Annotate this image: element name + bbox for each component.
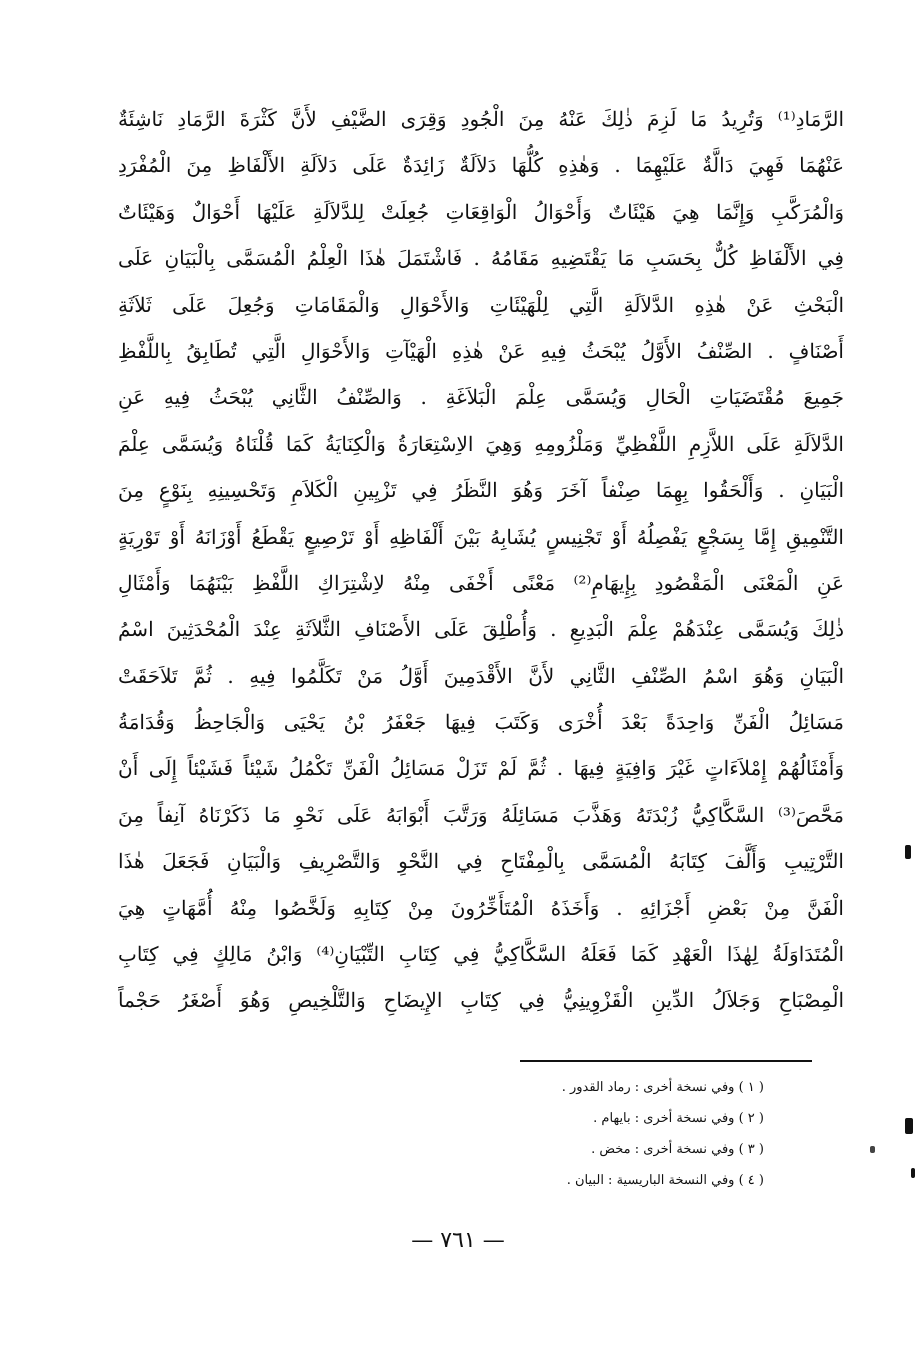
text-line: التَّنْمِيقِ إِمَّا بِسَجْعٍ يَفْصِلُهُ أَوْ تَجْنِيسٍ يُشَابِهُ بَيْنَ أَلْفَاظِهِ أَوْ تَرْصِيعٍ يَقْطَعُ أَوْزَانَهُ أَوْ تَوْرِيَةٍ <box>118 524 844 549</box>
footnote: ( ٤ ) وفي النسخة الباريسية : البيان . <box>566 1173 764 1188</box>
text-line: عَنْهُمَا فَهِيَ دَالَّةٌ عَلَيْهِمَا . وَهٰذِهِ كُلُّهَا دَلاَلَةٌ زَائِدَةٌ عَلَى دَلاَلَةِ الأَلْفَاظِ مِنَ الْمُفْرَدِ <box>118 153 844 178</box>
page-number: — ٧٦١ — <box>411 1228 505 1253</box>
text-line: أَصْنَافٍ . الصِّنْفُ الأَوَّلُ يُبْحَثُ فِيهِ عَنْ هٰذِهِ الْهَيْآتِ وَالأَحْوَالِ الَّتِي تُطَابِقُ بِاللَّفْظِ <box>118 338 844 363</box>
text-line: عَنِ الْمَعْنَى الْمَقْصُودِ بِإِيهَامِ⁽²⁾ مَعْنًى أَخْفَى مِنْهُ لاِشْتِرَاكِ اللَّفْظِ بَيْنَهُمَا وَأَمْثَالِ <box>118 570 844 595</box>
text-line: مَحَّصَ⁽³⁾ السَّكَّاكِيُّ زُبْدَتَهُ وَهَذَّبَ مَسَائِلَهُ وَرَتَّبَ أَبْوَابَهُ عَلَى نَحْوِ مَا ذَكَرْنَاهُ آنِفاً مِنَ <box>118 802 844 827</box>
text-line: الدَّلاَلَةِ عَلَى اللاَّزِمِ اللَّفْظِيِّ وَمَلْزُومِهِ وَهِيَ الاِسْتِعَارَةُ وَالْكِنَايَةُ كَمَا قُلْنَاهُ وَيُسَمَّى عِلْمَ <box>118 431 844 456</box>
footnote-divider <box>520 1060 812 1062</box>
text-line: جَمِيعَ مُقْتَضَيَاتِ الْحَالِ وَيُسَمَّى عِلْمَ الْبَلاَغَةِ . وَالصِّنْفُ الثَّانِي يُبْحَثُ فِيهِ عَنِ <box>118 385 844 410</box>
main-text-block <box>118 96 844 1024</box>
text-line: الْبَيَانِ وَهُوَ اسْمُ الصِّنْفِ الثَّانِي لأَنَّ الأَقْدَمِينَ أَوَّلُ مَنْ تَكَلَّمُوا فِيهِ . ثُمَّ تَلاَحَقَتْ <box>118 663 844 688</box>
footnotes <box>440 1072 764 1196</box>
text-line: التَّرْتِيبِ وَأَلَّفَ كِتَابَهُ الْمُسَمَّى بِالْمِفْتَاحِ فِي النَّحْوِ وَالتَّصْرِيفِ وَالْبَيَانِ فَجَعَلَ هٰذَا <box>118 849 844 874</box>
footnote: ( ١ ) وفي نسخة أخرى : رماد القدور . <box>561 1080 764 1095</box>
text-line: وَأَمْثَالُهُمْ إِمْلاَءَاتٍ غَيْرَ وَافِيَةٍ فِيهَا . ثُمَّ لَمْ تَزَلْ مَسَائِلُ الْفَنِّ تَكْمُلُ شَيْئاً فَشَيْئاً إِلَى أَنْ <box>118 756 844 781</box>
scan-speck <box>911 1168 915 1178</box>
text-line: الْمُتَدَاوَلَةُ لِهٰذَا الْعَهْدِ كَمَا فَعَلَهُ السَّكَّاكِيُّ فِي كِتَابِ التِّبْيَانِ⁽⁴⁾ وَابْنُ مَالِكٍ فِي كِتَابِ <box>118 942 844 967</box>
text-line: مَسَائِلُ الْفَنِّ وَاحِدَةً بَعْدَ أُخْرَى وَكَتَبَ فِيهَا جَعْفَرُ بْنُ يَحْيَى وَالْجَاحِظُ وَقُدَامَةُ <box>118 710 844 735</box>
footnote: ( ٣ ) وفي نسخة أخرى : مخض . <box>591 1142 764 1157</box>
text-line: الْبَيَانِ . وَأَلْحَقُوا بِهِمَا صِنْفاً آخَرَ وَهُوَ النَّظَرُ فِي تَزْيِينِ الْكَلاَمِ وَتَحْسِينِهِ بِنَوْعٍ مِنَ <box>118 478 844 503</box>
text-line: الْفَنَّ مِنْ بَعْضِ أَجْزَائِهِ . وَأَخَذَهُ الْمُتَأَخِّرُونَ مِنْ كِتَابِهِ وَلَخَّصُوا مِنْهُ أُمَّهَاتٍ هِيَ <box>118 895 844 920</box>
text-line: ذٰلِكَ وَيُسَمَّى عِنْدَهُمْ عِلْمَ الْبَدِيعِ . وَأُطْلِقَ عَلَى الأَصْنَافِ الثَّلاَثَةِ عِنْدَ الْمُحْدَثِينَ اسْمُ <box>118 617 844 642</box>
footnote: ( ٢ ) وفي نسخة أخرى : بايهام . <box>593 1111 764 1126</box>
scan-speck <box>905 1118 913 1134</box>
scan-speck <box>905 845 911 859</box>
text-line: فِي الأَلْفَاظِ كُلٌّ بِحَسَبِ مَا يَقْتَضِيهِ مَقَامُهُ . فَاشْتَمَلَ هٰذَا الْعِلْمُ الْمُسَمَّى بِالْبَيَانِ عَلَى <box>118 246 844 271</box>
text-line: الرَّمَادِ⁽¹⁾ وَتُرِيدُ مَا لَزِمَ ذٰلِكَ عَنْهُ مِنَ الْجُودِ وَقِرَى الضَّيْفِ لأَنَّ كَثْرَةَ الرَّمَادِ نَاشِئَةٌ <box>118 107 844 131</box>
text-line: الْمِصْبَاحِ وَجَلاَلُ الدِّينِ الْقَزْوِينِيُّ فِي كِتَابِ الإِيضَاحِ وَالتَّلْخِيصِ وَهُوَ أَصْغَرُ حَجْماً <box>118 988 844 1013</box>
text-line: الْبَحْثِ عَنْ هٰذِهِ الدَّلاَلَةِ الَّتِي لِلْهَيْئَاتِ وَالأَحْوَالِ وَالْمَقَامَاتِ وَجُعِلَ عَلَى ثَلاَثَةِ <box>118 292 844 317</box>
scan-speck <box>870 1146 875 1153</box>
text-line: وَالْمُرَكَّبِ وَإِنَّمَا هِيَ هَيْئَاتٌ وَأَحْوَالُ الْوَاقِعَاتِ جُعِلَتْ لِلدَّلاَلَةِ عَلَيْهَا أَحْوَالٌ وَهَيْئَاتٌ <box>118 199 844 224</box>
